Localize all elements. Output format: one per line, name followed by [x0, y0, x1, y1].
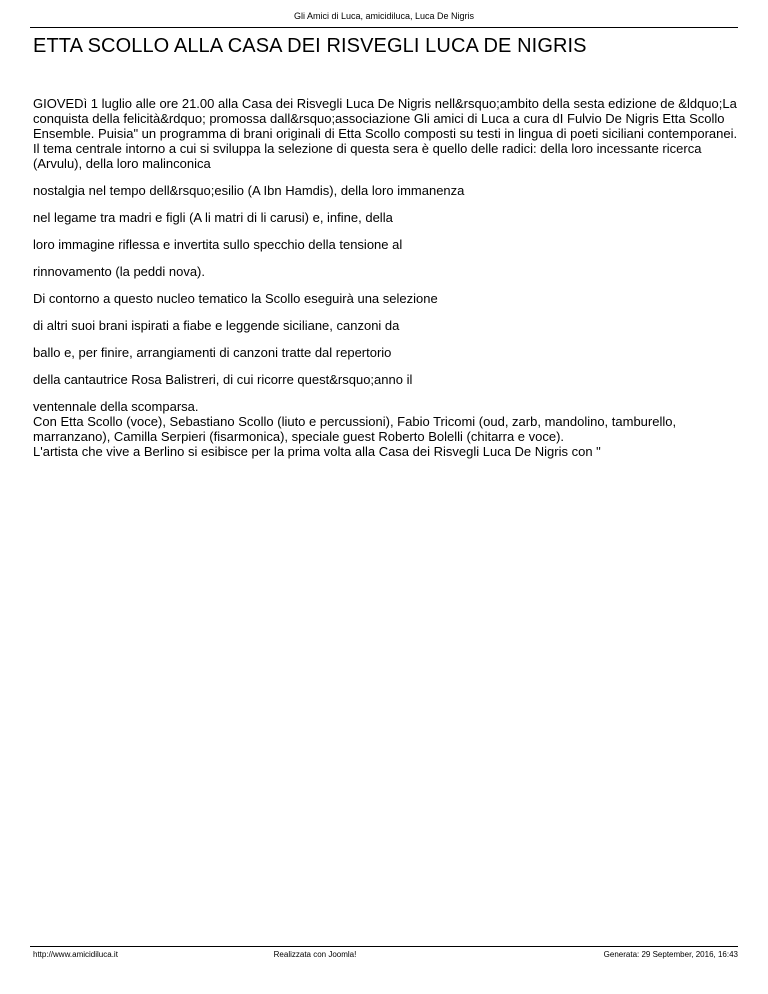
paragraph-credits: Con Etta Scollo (voce), Sebastiano Scollo (liuto e percussioni), Fabio Tricomi (oud, zarb, mandolino, tamburello, marranzano), Camilla Serpieri (fisarmonica), speciale guest Roberto Bolelli (chitarra e voce).	[33, 414, 677, 444]
paragraph: loro immagine riflessa e invertita sullo specchio della tensione al	[33, 237, 403, 252]
paragraph: della cantautrice Rosa Balistreri, di cui ricorre quest&rsquo;anno il	[33, 372, 413, 387]
page-header: Gli Amici di Luca, amicidiluca, Luca De Nigris	[293, 11, 475, 21]
header-divider	[30, 27, 738, 28]
article-body	[33, 96, 739, 459]
paragraph: Di contorno a questo nucleo tematico la Scollo eseguirà una selezione	[33, 291, 438, 306]
paragraph-closing: L'artista che vive a Berlino si esibisce per la prima volta alla Casa dei Risvegli Luca De Nigris con "	[33, 444, 601, 459]
article-title: ETTA SCOLLO ALLA CASA DEI RISVEGLI LUCA DE NIGRIS	[33, 35, 587, 57]
footer-divider	[30, 946, 738, 947]
paragraph: ballo e, per finire, arrangiamenti di canzoni tratte dal repertorio	[33, 345, 392, 360]
paragraph: rinnovamento (la peddi nova).	[33, 264, 205, 279]
footer-generated-date: Generata: 29 September, 2016, 16:43	[603, 950, 738, 959]
paragraph-intro: GIOVEDì 1 luglio alle ore 21.00 alla Casa dei Risvegli Luca De Nigris nell&rsquo;ambito della sesta edizione de &ldquo;La conquista della felicità&rdquo; promossa dall&rsquo;associazione Gli amici di Luca a cura dI Fulvio De Nigris Etta Scollo Ensemble. Puisia" un programma di brani originali di Etta Scollo composti su testi in lingua di poeti siciliani contemporanei. Il tema centrale intorno a cui si sviluppa la selezione di questa sera è quello delle radici: della loro incessante ricerca (Arvulu), della loro malinconica	[33, 96, 738, 171]
footer-url-link[interactable]: http://www.amicidiluca.it	[33, 950, 118, 959]
footer-credit: Realizzata con Joomla!	[273, 950, 357, 959]
paragraph: nostalgia nel tempo dell&rsquo;esilio (A Ibn Hamdis), della loro immanenza	[33, 183, 465, 198]
paragraph: di altri suoi brani ispirati a fiabe e leggende siciliane, canzoni da	[33, 318, 400, 333]
paragraph: nel legame tra madri e figli (A li matri di li carusi) e, infine, della	[33, 210, 393, 225]
paragraph: ventennale della scomparsa.	[33, 399, 199, 414]
